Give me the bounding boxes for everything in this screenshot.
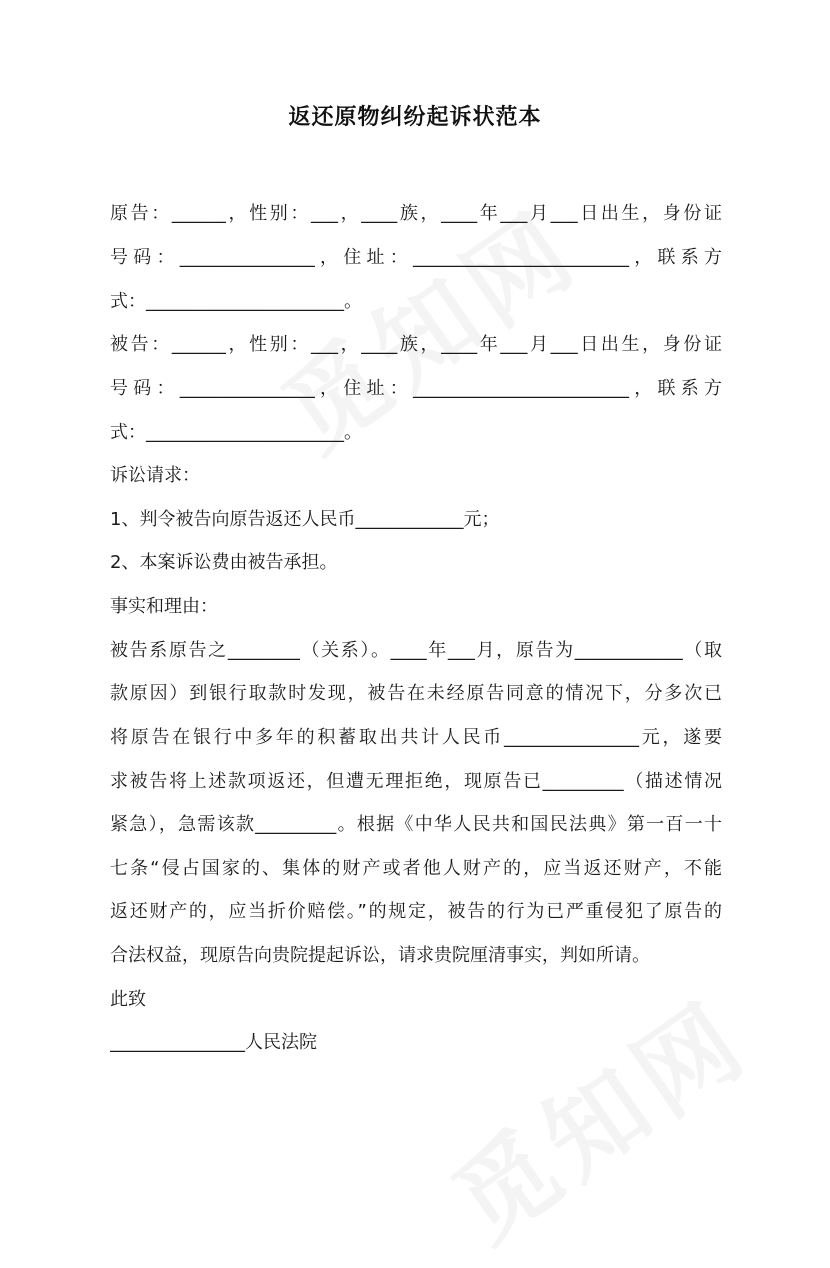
defendant-line-3: 式：______________________。 xyxy=(110,422,362,443)
facts-line-7: 返还财产的，应当折价赔偿。”的规定，被告的行为已严重侵犯了原告的 xyxy=(110,901,722,922)
defendant-line-1: 被告：______，性别：___，____族，____年___月___日出生，身份证 xyxy=(110,334,722,355)
facts-line-3: 将原告在银行中多年的积蓄取出共计人民币_______________元，遂要 xyxy=(110,727,722,748)
claim-item-2: 2、本案诉讼费由被告承担。 xyxy=(110,552,338,573)
claims-heading: 诉讼请求： xyxy=(110,465,200,486)
closing-salutation: 此致 xyxy=(110,989,146,1010)
claim-item-1: 1、判令被告向原告返还人民币____________元； xyxy=(110,509,500,530)
facts-line-8: 合法权益，现原告向贵院提起诉讼，请求贵院厘清事实，判如所请。 xyxy=(110,945,650,966)
facts-line-4: 求被告将上述款项返还，但遭无理拒绝，现原告已_________（描述情况 xyxy=(110,771,722,792)
facts-line-5: 紧急），急需该款_________。根据《中华人民共和国民法典》第一百一十 xyxy=(110,814,722,835)
plaintiff-line-2: 号码：_______________，住址：________________________，联系方 xyxy=(110,247,722,268)
plaintiff-line-1: 原告：______，性别：___，____族，____年___月___日出生，身份证 xyxy=(110,203,722,224)
court-name-line: _______________人民法院 xyxy=(110,1032,317,1053)
facts-line-6: 七条“侵占国家的、集体的财产或者他人财产的，应当返还财产，不能 xyxy=(110,858,722,879)
document-title: 返还原物纠纷起诉状范本 xyxy=(288,105,542,130)
defendant-line-2: 号码：_______________，住址：________________________，联系方 xyxy=(110,378,722,399)
facts-line-2: 款原因）到银行取款时发现，被告在未经原告同意的情况下，分多次已 xyxy=(110,683,722,704)
facts-line-1: 被告系原告之________（关系）。____年___月，原告为____________（取 xyxy=(110,640,722,661)
facts-heading: 事实和理由： xyxy=(110,596,218,617)
plaintiff-line-3: 式：______________________。 xyxy=(110,291,362,312)
